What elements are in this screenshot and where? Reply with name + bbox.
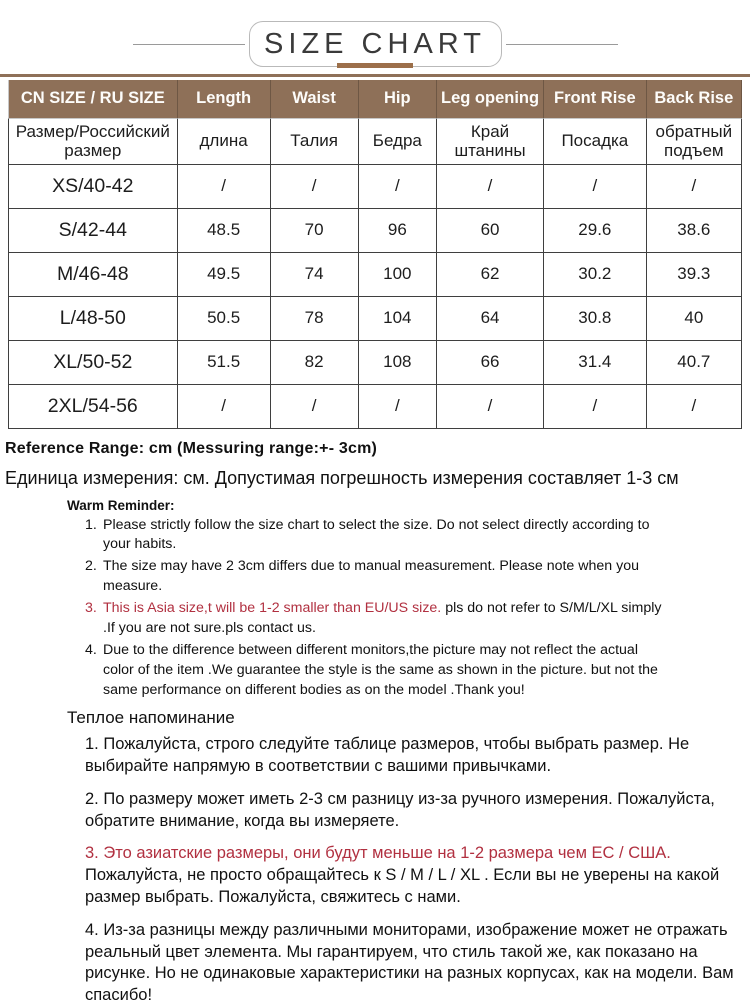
list-item — [85, 641, 750, 701]
warm-reminder-title-en: Warm Reminder: — [67, 497, 175, 513]
value-cell: 29.6 — [544, 208, 647, 252]
subheader-cell: Бедра — [358, 118, 436, 164]
size-cell: M/46-48 — [9, 252, 178, 296]
list-item-number: 4. — [85, 641, 97, 658]
header-cell: Length — [177, 80, 270, 118]
value-cell: 78 — [270, 296, 358, 340]
list-item-number: 2. — [85, 558, 97, 575]
header-cell: Back Rise — [646, 80, 741, 118]
warm-reminder-list-en — [85, 516, 750, 701]
list-item: 1. Пожалуйста, строго следуйте таблице размеров, чтобы выбрать размер. Не выбирайте напрямую в соответствии с вашими привычками. — [85, 735, 690, 776]
subheader-cell: Размер/Российский размер — [9, 118, 178, 164]
list-item: 4. Из-за разницы между различными мониторами, изображение может не отражать реальный цвет элемента. Мы гарантируем, что стиль такой же, как показано на рисунке. Но не одинаковые характеристики на разных корпусах, как на модели. Вам спасибо! — [85, 920, 734, 1005]
list-item-text: Due to the difference between different monitors,the picture may not reflect the actual color of the item .We guarantee the style is the same as shown in the picture. but not the same performance on different bodies as on the model .Thank you! — [103, 641, 658, 698]
decorative-line-left — [133, 44, 245, 45]
notes-section — [0, 440, 750, 1007]
value-cell: 30.2 — [544, 252, 647, 296]
value-cell: / — [646, 384, 741, 428]
subheader-cell: Посадка — [544, 118, 647, 164]
list-item-text: The size may have 2 3cm differs due to manual measurement. Please note when you measure. — [103, 558, 640, 595]
size-cell: L/48-50 — [9, 296, 178, 340]
decorative-line-right — [506, 44, 618, 45]
list-item — [85, 557, 750, 597]
reference-range-ru: Единица измерения: см. Допустимая погрешность измерения составляет 1-3 см — [5, 467, 679, 488]
value-cell: 96 — [358, 208, 436, 252]
header-cell: Front Rise — [544, 80, 647, 118]
page-title: SIZE CHART — [264, 27, 486, 60]
value-cell: 31.4 — [544, 340, 647, 384]
value-cell: 51.5 — [177, 340, 270, 384]
table-row — [9, 296, 742, 340]
value-cell: 38.6 — [646, 208, 741, 252]
list-item — [85, 843, 735, 908]
warm-reminder-title-ru: Теплое напоминание — [67, 708, 235, 728]
size-cell: XS/40-42 — [9, 164, 178, 208]
table-row — [9, 164, 742, 208]
size-cell: 2XL/54-56 — [9, 384, 178, 428]
value-cell: 64 — [437, 296, 544, 340]
title-badge — [249, 21, 502, 67]
warning-text-rest: Пожалуйста, не просто обращайтесь к S / M / L / XL . Если вы не уверены на какой размер выбрать. Пожалуйста, свяжитесь с нами. — [85, 866, 720, 906]
value-cell: 30.8 — [544, 296, 647, 340]
subheader-cell: длина — [177, 118, 270, 164]
value-cell: 104 — [358, 296, 436, 340]
header-cell: Leg opening — [437, 80, 544, 118]
value-cell: / — [177, 164, 270, 208]
value-cell: 82 — [270, 340, 358, 384]
list-item-text: Please strictly follow the size chart to select the size. Do not select directly according to your habits. — [103, 516, 650, 553]
size-table — [8, 80, 742, 429]
warning-text-red: 3. Это азиатские размеры, они будут меньше на 1-2 размера чем ЕС / США. — [85, 844, 671, 863]
warning-text-red: This is Asia size,t will be 1-2 smaller than EU/US size. — [103, 600, 442, 616]
value-cell: / — [646, 164, 741, 208]
value-cell: / — [270, 164, 358, 208]
value-cell: 50.5 — [177, 296, 270, 340]
value-cell: 74 — [270, 252, 358, 296]
value-cell: / — [437, 384, 544, 428]
value-cell: 66 — [437, 340, 544, 384]
value-cell: / — [270, 384, 358, 428]
list-item — [85, 516, 750, 556]
title-accent-bar — [337, 63, 413, 68]
list-item — [85, 599, 750, 639]
reference-range-en: Reference Range: cm (Messuring range:+- 3cm) — [5, 439, 378, 457]
list-item: 2. По размеру может иметь 2-3 см разницу из-за ручного измерения. Пожалуйста, обратите внимание, когда вы измеряете. — [85, 789, 715, 830]
list-item-number: 1. — [85, 516, 97, 533]
header-cell: Waist — [270, 80, 358, 118]
warning-text-rest: pls do not refer to S/M/L/XL simply .If you are not sure.pls contact us. — [103, 600, 662, 636]
value-cell: 40.7 — [646, 340, 741, 384]
value-cell: 100 — [358, 252, 436, 296]
table-header-row-en — [9, 80, 742, 118]
value-cell: / — [177, 384, 270, 428]
subheader-cell: Талия — [270, 118, 358, 164]
divider-rule — [0, 74, 750, 77]
value-cell: / — [358, 384, 436, 428]
warm-reminder-list-ru — [85, 734, 750, 1006]
value-cell: 49.5 — [177, 252, 270, 296]
value-cell: 70 — [270, 208, 358, 252]
header-cell: Hip — [358, 80, 436, 118]
table-row — [9, 340, 742, 384]
list-item-number: 3. — [85, 600, 97, 616]
value-cell: 48.5 — [177, 208, 270, 252]
value-cell: / — [544, 384, 647, 428]
size-cell: S/42-44 — [9, 208, 178, 252]
header-cell: CN SIZE / RU SIZE — [9, 80, 178, 118]
value-cell: 62 — [437, 252, 544, 296]
subheader-cell: обратный подъем — [646, 118, 741, 164]
table-header-row-ru — [9, 118, 742, 164]
table-row — [9, 384, 742, 428]
table-row — [9, 252, 742, 296]
size-chart-header — [0, 20, 750, 68]
value-cell: / — [437, 164, 544, 208]
value-cell: 40 — [646, 296, 741, 340]
value-cell: 39.3 — [646, 252, 741, 296]
value-cell: 108 — [358, 340, 436, 384]
value-cell: / — [544, 164, 647, 208]
value-cell: 60 — [437, 208, 544, 252]
list-item-text — [103, 599, 663, 639]
table-row — [9, 208, 742, 252]
value-cell: / — [358, 164, 436, 208]
size-cell: XL/50-52 — [9, 340, 178, 384]
subheader-cell: Край штанины — [437, 118, 544, 164]
